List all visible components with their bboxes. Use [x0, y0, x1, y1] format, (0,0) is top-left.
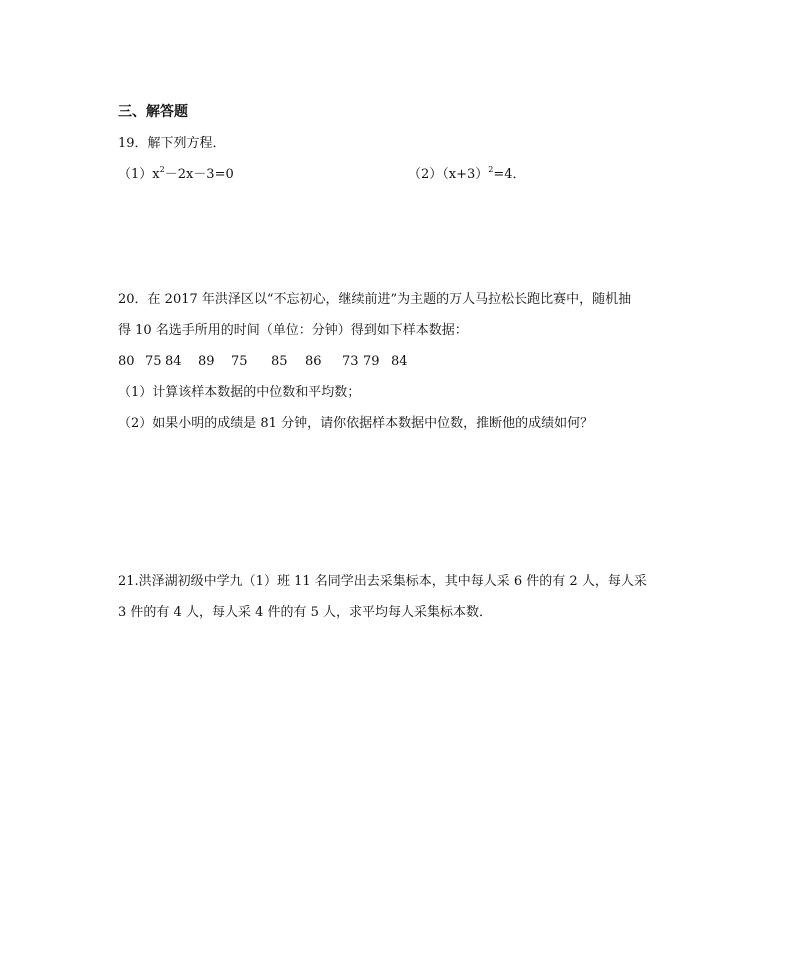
sample-value: 73 [342, 354, 359, 369]
sample-value: 79 [363, 354, 380, 369]
equation-2-prefix: （2）（x+3） [408, 167, 489, 182]
question-21-line-1: 21.洪泽湖初级中学九（1）班 11 名同学出去采集标本，其中每人采 6 件的有 2 人，每人采 [118, 574, 647, 589]
sample-value: 75 [145, 354, 162, 369]
question-21-line-2: 3 件的有 4 人，每人采 4 件的有 5 人，求平均每人采集标本数． [118, 605, 493, 620]
sample-value: 84 [391, 354, 408, 369]
section-title: 三、解答题 [118, 104, 188, 120]
sample-data-row [118, 353, 408, 371]
question-20-line-2: 得 10 名选手所用的时间（单位：分钟）得到如下样本数据： [118, 323, 468, 338]
sample-value: 84 [165, 354, 182, 369]
question-20-part-1: （1）计算该样本数据的中位数和平均数； [118, 385, 361, 400]
equation-2-exponent: 2 [488, 165, 494, 174]
sample-value: 75 [231, 354, 248, 369]
question-20-part-2: （2）如果小明的成绩是 81 分钟，请你依据样本数据中位数，推断他的成绩如何？ [118, 416, 594, 431]
equation-1-suffix: －2x－3=0 [164, 167, 234, 182]
question-19-equations [118, 166, 678, 184]
equation-1-prefix: （1）x [118, 167, 160, 182]
sample-value: 89 [198, 354, 215, 369]
question-20-line-1: 20．在 2017 年洪泽区以“不忘初心，继续前进”为主题的万人马拉松长跑比赛中，随机抽 [118, 292, 632, 307]
equation-2 [408, 166, 526, 184]
question-19-stem: 19．解下列方程． [118, 136, 226, 151]
sample-value: 85 [271, 354, 288, 369]
sample-value: 80 [118, 354, 135, 369]
equation-1 [118, 167, 234, 182]
equation-2-suffix: =4． [493, 167, 526, 182]
sample-value: 86 [305, 354, 322, 369]
equation-1-exponent: 2 [159, 165, 165, 174]
